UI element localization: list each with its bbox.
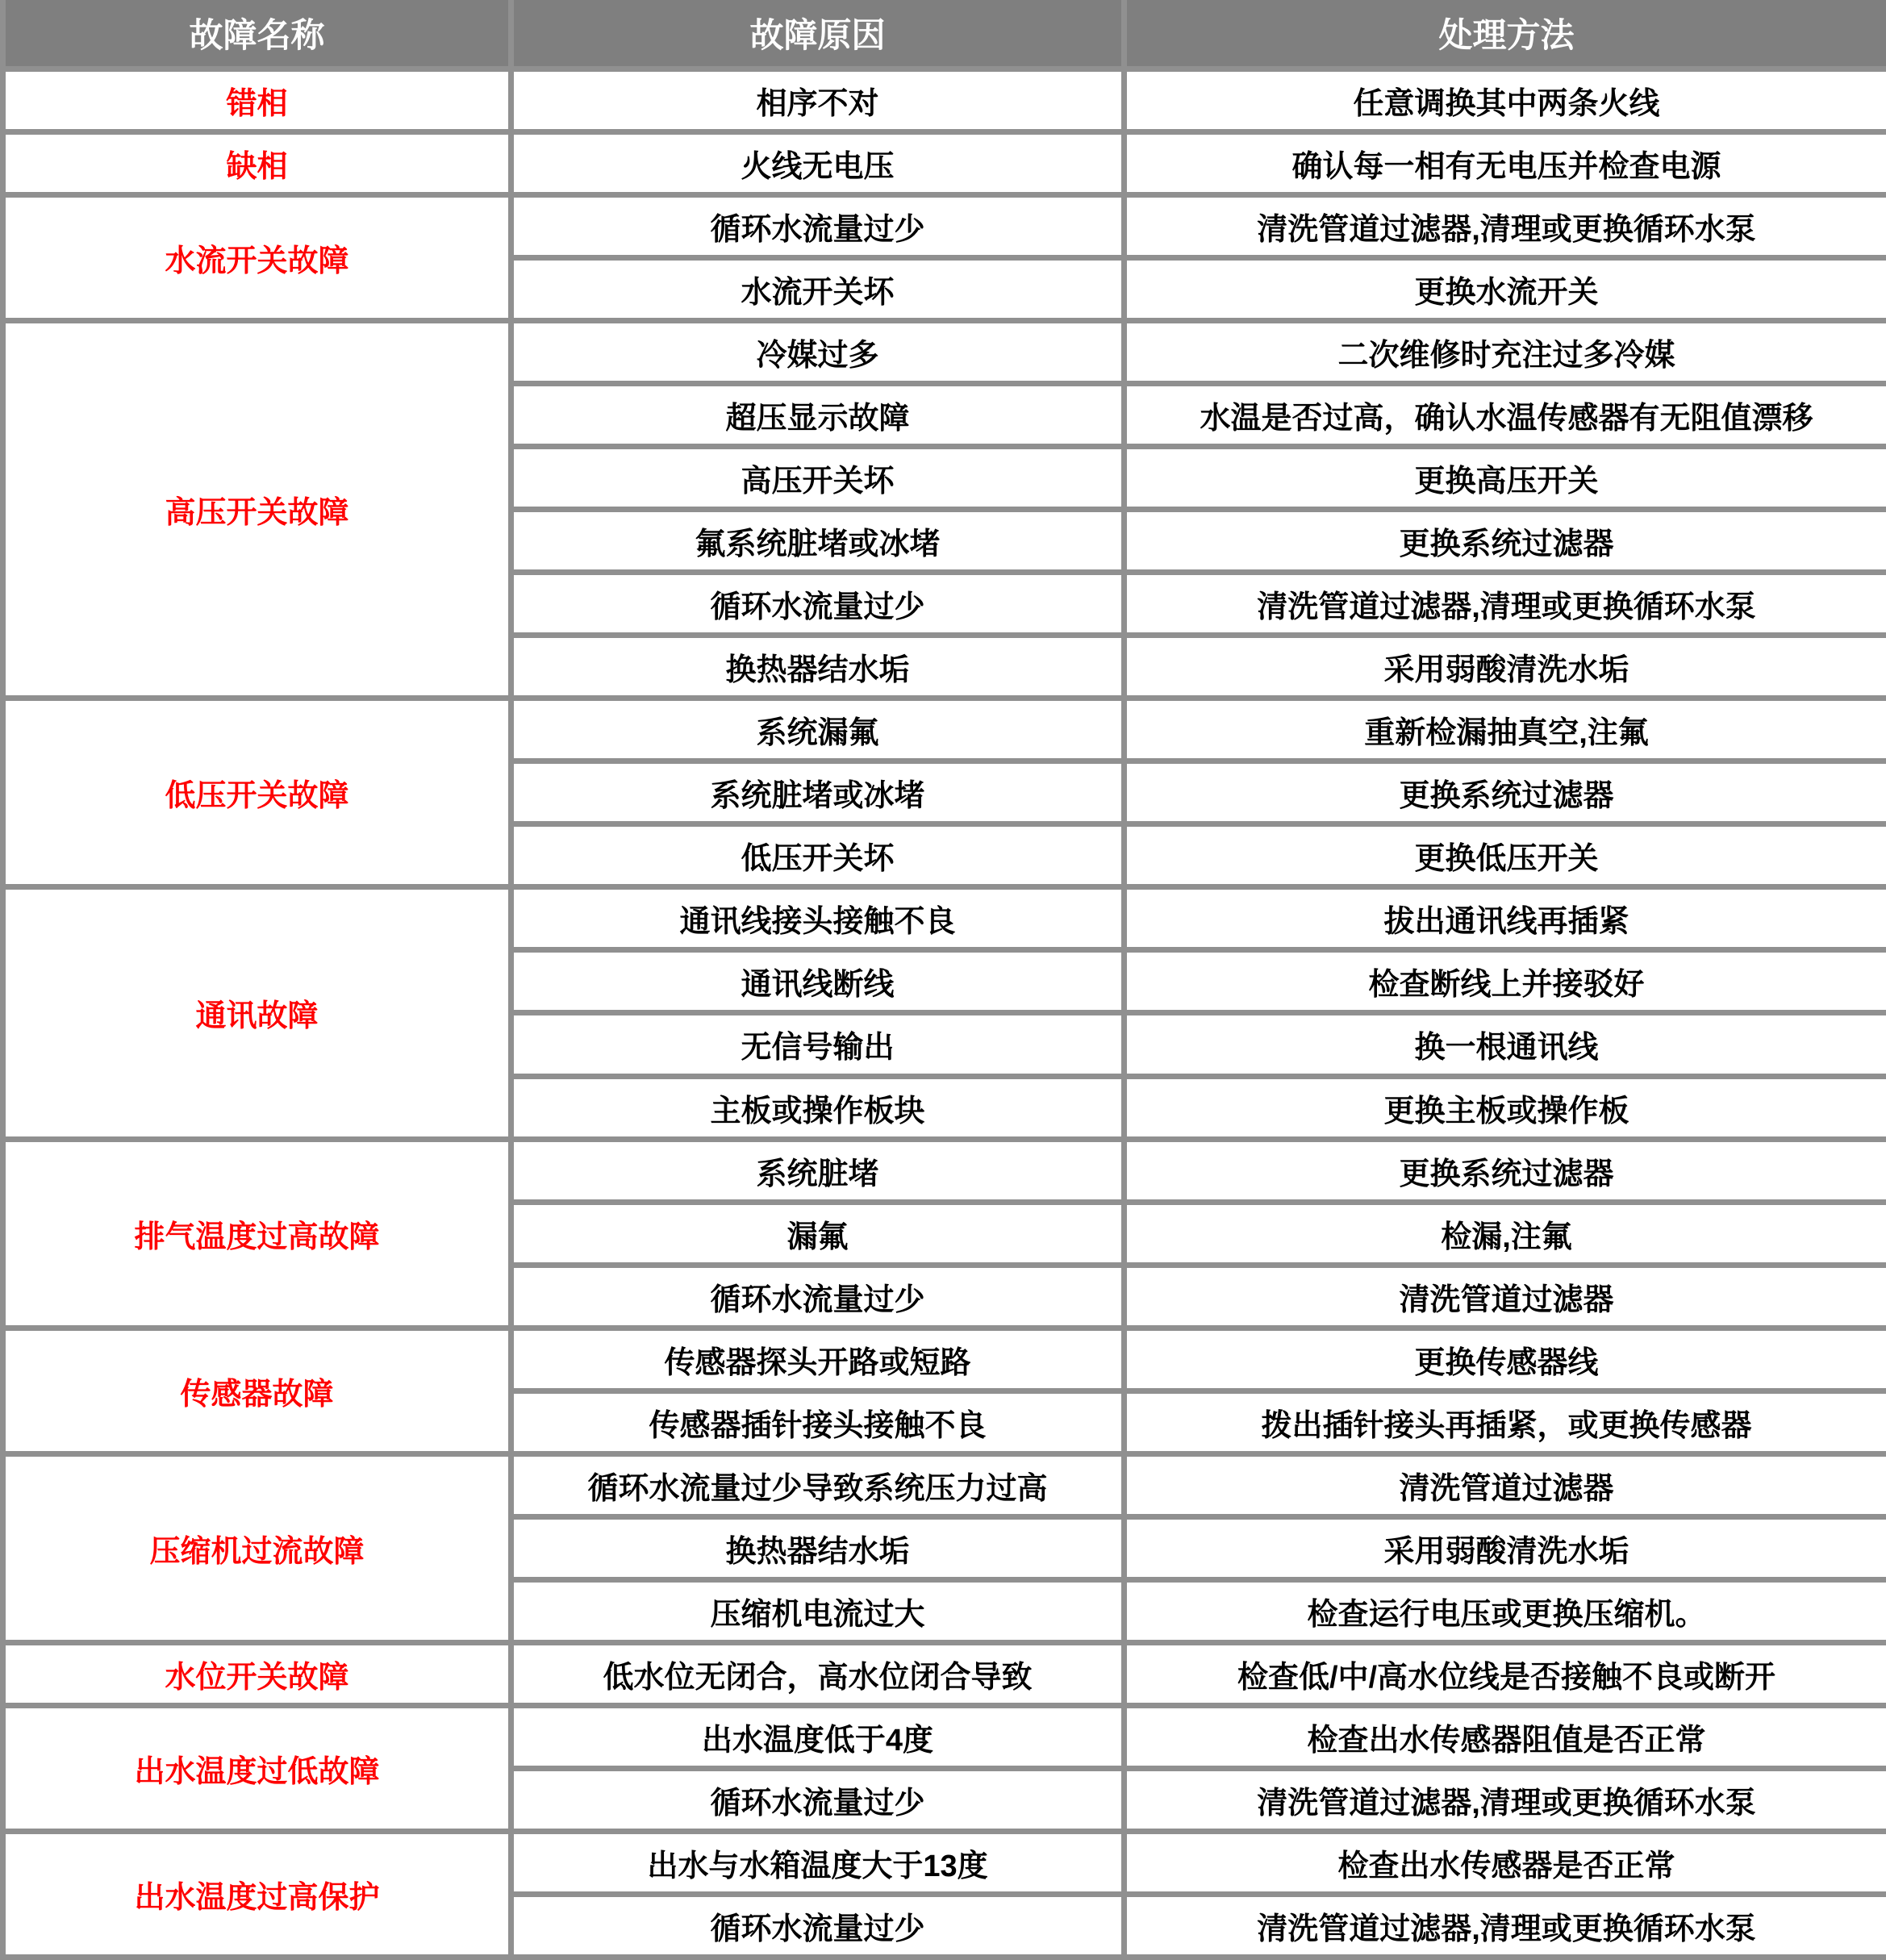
fault-cause-cell: 循环水流量过少导致系统压力过高 xyxy=(511,1453,1125,1516)
fault-cause-cell: 压缩机电流过大 xyxy=(511,1579,1125,1642)
fault-cause-cell: 冷媒过多 xyxy=(511,321,1125,384)
fault-name-cell: 出水温度过高保护 xyxy=(3,1831,511,1957)
fault-method-cell: 清洗管道过滤器,清理或更换循环水泵 xyxy=(1125,195,1886,258)
fault-method-cell: 二次维修时充注过多冷媒 xyxy=(1125,321,1886,384)
fault-cause-cell: 出水温度低于4度 xyxy=(511,1705,1125,1768)
fault-cause-cell: 火线无电压 xyxy=(511,132,1125,195)
fault-method-cell: 清洗管道过滤器,清理或更换循环水泵 xyxy=(1125,1768,1886,1831)
fault-method-cell: 更换低压开关 xyxy=(1125,824,1886,887)
table-row xyxy=(3,699,1886,761)
fault-method-cell: 更换系统过滤器 xyxy=(1125,761,1886,824)
table-row xyxy=(3,321,1886,384)
fault-cause-cell: 换热器结水垢 xyxy=(511,636,1125,699)
fault-method-cell: 更换高压开关 xyxy=(1125,447,1886,510)
fault-cause-cell: 氟系统脏堵或冰堵 xyxy=(511,510,1125,573)
fault-method-cell: 清洗管道过滤器,清理或更换循环水泵 xyxy=(1125,1894,1886,1957)
table-row xyxy=(3,1328,1886,1391)
fault-cause-cell: 系统脏堵或冰堵 xyxy=(511,761,1125,824)
table-row xyxy=(3,1139,1886,1202)
table-row xyxy=(3,887,1886,950)
fault-method-cell: 检查出水传感器阻值是否正常 xyxy=(1125,1705,1886,1768)
column-header-fault-method: 处理方法 xyxy=(1125,0,1886,69)
fault-method-cell: 拨出插针接头再插紧，或更换传感器 xyxy=(1125,1391,1886,1453)
fault-cause-cell: 主板或操作板块 xyxy=(511,1076,1125,1139)
fault-method-cell: 采用弱酸清洗水垢 xyxy=(1125,636,1886,699)
fault-cause-cell: 系统脏堵 xyxy=(511,1139,1125,1202)
fault-name-cell: 高压开关故障 xyxy=(3,321,511,699)
fault-method-cell: 检查断线上并接驳好 xyxy=(1125,950,1886,1013)
fault-method-cell: 更换水流开关 xyxy=(1125,258,1886,321)
fault-name-cell: 水流开关故障 xyxy=(3,195,511,321)
table-row xyxy=(3,69,1886,132)
fault-method-cell: 检查低/中/高水位线是否接触不良或断开 xyxy=(1125,1642,1886,1705)
table-row xyxy=(3,1453,1886,1516)
fault-method-cell: 更换传感器线 xyxy=(1125,1328,1886,1391)
fault-method-cell: 任意调换其中两条火线 xyxy=(1125,69,1886,132)
fault-cause-cell: 循环水流量过少 xyxy=(511,573,1125,636)
fault-name-cell: 通讯故障 xyxy=(3,887,511,1139)
fault-method-cell: 重新检漏抽真空,注氟 xyxy=(1125,699,1886,761)
fault-name-cell: 传感器故障 xyxy=(3,1328,511,1453)
fault-method-cell: 检漏,注氟 xyxy=(1125,1202,1886,1265)
fault-method-cell: 清洗管道过滤器,清理或更换循环水泵 xyxy=(1125,573,1886,636)
fault-method-cell: 换一根通讯线 xyxy=(1125,1013,1886,1076)
fault-cause-cell: 循环水流量过少 xyxy=(511,1768,1125,1831)
table-row xyxy=(3,132,1886,195)
fault-method-cell: 拔出通讯线再插紧 xyxy=(1125,887,1886,950)
fault-cause-cell: 循环水流量过少 xyxy=(511,1265,1125,1328)
fault-method-cell: 清洗管道过滤器 xyxy=(1125,1265,1886,1328)
fault-method-cell: 检查运行电压或更换压缩机。 xyxy=(1125,1579,1886,1642)
fault-cause-cell: 出水与水箱温度大于13度 xyxy=(511,1831,1125,1894)
table-row xyxy=(3,1831,1886,1894)
fault-method-cell: 清洗管道过滤器 xyxy=(1125,1453,1886,1516)
column-header-fault-cause: 故障原因 xyxy=(511,0,1125,69)
fault-name-cell: 出水温度过低故障 xyxy=(3,1705,511,1831)
fault-name-cell: 低压开关故障 xyxy=(3,699,511,887)
fault-cause-cell: 漏氟 xyxy=(511,1202,1125,1265)
fault-cause-cell: 通讯线接头接触不良 xyxy=(511,887,1125,950)
fault-cause-cell: 换热器结水垢 xyxy=(511,1516,1125,1579)
fault-name-cell: 压缩机过流故障 xyxy=(3,1453,511,1642)
fault-name-cell: 错相 xyxy=(3,69,511,132)
table-header-row xyxy=(3,0,1886,69)
fault-cause-cell: 系统漏氟 xyxy=(511,699,1125,761)
fault-cause-cell: 相序不对 xyxy=(511,69,1125,132)
fault-method-cell: 水温是否过高，确认水温传感器有无阻值漂移 xyxy=(1125,384,1886,447)
column-header-fault-name: 故障名称 xyxy=(3,0,511,69)
fault-cause-cell: 循环水流量过少 xyxy=(511,1894,1125,1957)
fault-method-cell: 确认每一相有无电压并检查电源 xyxy=(1125,132,1886,195)
fault-name-cell: 排气温度过高故障 xyxy=(3,1139,511,1328)
fault-cause-cell: 低压开关坏 xyxy=(511,824,1125,887)
fault-method-cell: 更换主板或操作板 xyxy=(1125,1076,1886,1139)
table-row xyxy=(3,1705,1886,1768)
fault-method-cell: 更换系统过滤器 xyxy=(1125,510,1886,573)
fault-method-cell: 采用弱酸清洗水垢 xyxy=(1125,1516,1886,1579)
fault-method-cell: 检查出水传感器是否正常 xyxy=(1125,1831,1886,1894)
table-row xyxy=(3,1642,1886,1705)
fault-name-cell: 水位开关故障 xyxy=(3,1642,511,1705)
fault-cause-cell: 传感器探头开路或短路 xyxy=(511,1328,1125,1391)
fault-cause-cell: 高压开关坏 xyxy=(511,447,1125,510)
fault-cause-cell: 无信号输出 xyxy=(511,1013,1125,1076)
fault-cause-cell: 水流开关坏 xyxy=(511,258,1125,321)
table-body xyxy=(3,69,1886,1958)
fault-name-cell: 缺相 xyxy=(3,132,511,195)
fault-method-cell: 更换系统过滤器 xyxy=(1125,1139,1886,1202)
fault-cause-cell: 循环水流量过少 xyxy=(511,195,1125,258)
fault-cause-cell: 通讯线断线 xyxy=(511,950,1125,1013)
fault-cause-cell: 低水位无闭合，高水位闭合导致 xyxy=(511,1642,1125,1705)
fault-cause-cell: 传感器插针接头接触不良 xyxy=(511,1391,1125,1453)
table-row xyxy=(3,195,1886,258)
fault-cause-cell: 超压显示故障 xyxy=(511,384,1125,447)
